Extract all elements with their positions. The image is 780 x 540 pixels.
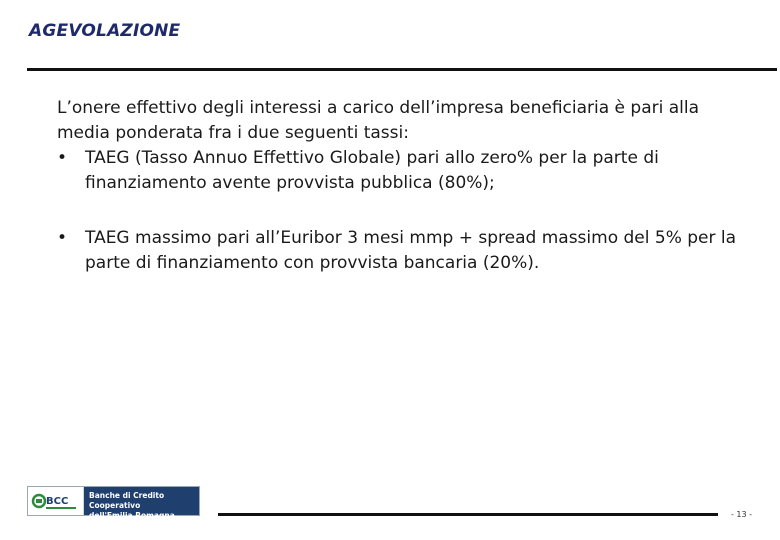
logo-line-2: dell'Emilia Romagna — [89, 511, 175, 520]
bullet-text: TAEG (Tasso Annuo Effettivo Globale) pari allo zero% per la parte di finanziamento avente provvista pubblica (80%); — [85, 148, 659, 193]
bcc-logo-mark — [28, 487, 84, 515]
bullet-item-2 — [57, 226, 747, 276]
bullet-text: TAEG massimo pari all’Euribor 3 mesi mmp + spread massimo del 5% per la parte di finanziamento con provvista bancaria (20%). — [85, 228, 737, 273]
bullet-item-1 — [57, 146, 747, 196]
bcc-logo-text — [84, 487, 199, 520]
bcc-abbr: BCC — [45, 496, 68, 507]
page-number: - 13 - — [731, 510, 753, 519]
intro-paragraph: L’onere effettivo degli interessi a carico dell’impresa beneficiaria è pari alla media ponderata fra i due seguenti tassi: — [57, 98, 700, 143]
footer-divider — [218, 513, 718, 516]
slide-body — [57, 96, 747, 276]
title-divider — [27, 68, 777, 71]
bcc-logo — [27, 486, 200, 520]
slide-title: AGEVOLAZIONE — [29, 21, 181, 41]
bcc-emblem-icon — [31, 489, 81, 513]
bullet-marker: • — [57, 228, 68, 248]
logo-line-1: Banche di Credito Cooperativo — [89, 491, 165, 510]
bullet-marker: • — [57, 148, 68, 168]
